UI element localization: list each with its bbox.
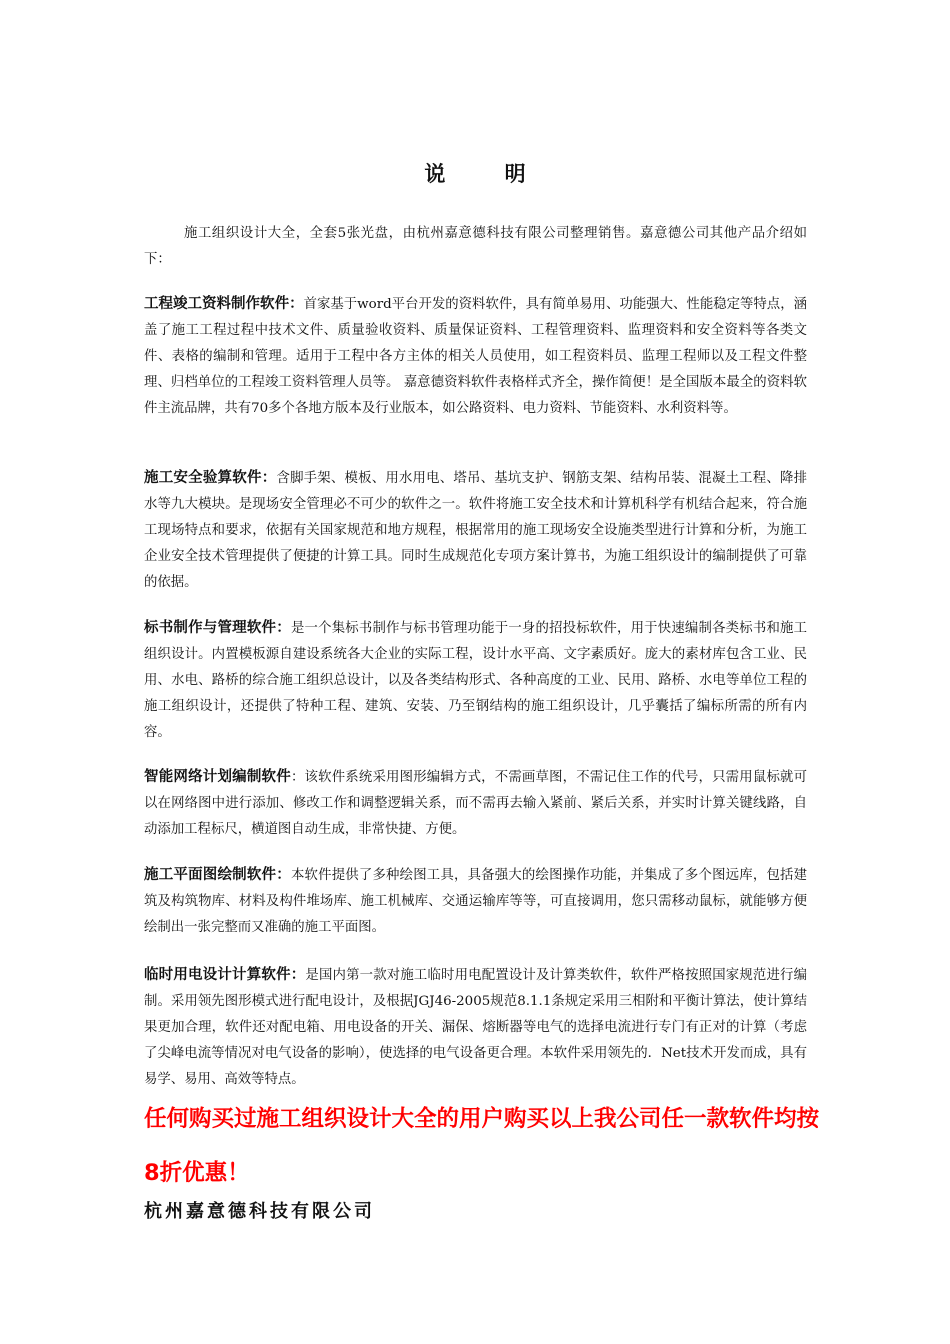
product-description: 是国内第一款对施工临时用电配置设计及计算类软件，软件严格按照国家规范进行编制。采用领先图形模式进行配电设计，及根据JGJ46-2005规范8.1.1条规定采用三相附和平衡计算法，使计算结果更加合理，软件还对配电箱、用电设备的开关、漏保、熔断器等电气的选择电流进行专门有正对的计算（考虑了尖峰电流等情况对电气设备的影响），使选择的电气设备更合理。本软件采用领先的．Net技术开发而成，具有易学、易用、高效等特点。 <box>144 968 808 1087</box>
product-description: ：该软件系统采用图形编辑方式，不需画草图，不需记住工作的代号，只需用鼠标就可以在网络图中进行添加、修改工作和调整逻辑关系，而不需再去输入紧前、紧后关系，并实时计算关键线路，自动添加工程标尺，横道图自动生成，非常快捷、方便。 <box>144 770 808 837</box>
product-label: 工程竣工资料制作软件： <box>144 296 304 312</box>
product-paragraph <box>144 465 807 596</box>
company-name: 杭州嘉意德科技有限公司 <box>144 1201 375 1222</box>
product-paragraph <box>144 962 807 1093</box>
product-paragraph <box>144 862 807 941</box>
page-title: 说 明 <box>424 162 552 186</box>
product-paragraph <box>144 764 807 843</box>
product-label: 施工平面图绘制软件： <box>144 867 291 883</box>
product-label: 临时用电设计计算软件： <box>144 967 306 983</box>
product-description: 首家基于word平台开发的资料软件，具有简单易用、功能强大、性能稳定等特点，涵盖了施工工程过程中技术文件、质量验收资料、质量保证资料、工程管理资料、监理资料和安全资料等各类文件、表格的编制和管理。适用于工程中各方主体的相关人员使用，如工程资料员、监理工程师以及工程文件整理、归档单位的工程竣工资料管理人员等。 嘉意德资料软件表格样式齐全，操作简便！是全国版本最全的资料软件主流品牌，共有70多个各地方版本及行业版本，如公路资料、电力资料、节能资料、水利资料等。 <box>144 297 807 416</box>
product-label: 标书制作与管理软件： <box>144 620 291 636</box>
intro-paragraph: 施工组织设计大全，全套5张光盘，由杭州嘉意德科技有限公司整理销售。嘉意德公司其他产品介绍如下： <box>144 226 807 267</box>
product-paragraph <box>144 291 807 422</box>
product-description: 含脚手架、模板、用水用电、塔吊、基坑支护、钢筋支架、结构吊装、混凝土工程、降排水等九大模块。是现场安全管理必不可少的软件之一。软件将施工安全技术和计算机科学有机结合起来，符合施工现场特点和要求，依据有关国家规范和地方规程，根据常用的施工现场安全设施类型进行计算和分析，为施工企业安全技术管理提供了便捷的计算工具。同时生成规范化专项方案计算书，为施工组织设计的编制提供了可靠的依据。 <box>144 471 808 590</box>
product-description: 是一个集标书制作与标书管理功能于一身的招投标软件，用于快速编制各类标书和施工组织设计。内置模板源自建设系统各大企业的实际工程，设计水平高、文字素质好。庞大的素材库包含工业、民用、水电、路桥的综合施工组织总设计，以及各类结构形式、各种高度的工业、民用、路桥、水电等单位工程的施工组织设计，还提供了特种工程、建筑、安装、乃至钢结构的施工组织设计，几乎囊括了编标所需的所有内容。 <box>144 621 808 740</box>
product-label: 智能网络计划编制软件 <box>144 769 291 785</box>
product-label: 施工安全验算软件： <box>144 470 277 486</box>
product-description: 本软件提供了多种绘图工具，具备强大的绘图操作功能，并集成了多个图远库，包括建筑及构筑物库、材料及构件堆场库、施工机械库、交通运输库等等，可直接调用，您只需移动鼠标，就能够方便绘制出一张完整而又准确的施工平面图。 <box>144 868 808 935</box>
discount-promo: 任何购买过施工组织设计大全的用户购买以上我公司任一款软件均按8折优惠！ <box>144 1106 820 1186</box>
product-paragraph <box>144 615 807 746</box>
